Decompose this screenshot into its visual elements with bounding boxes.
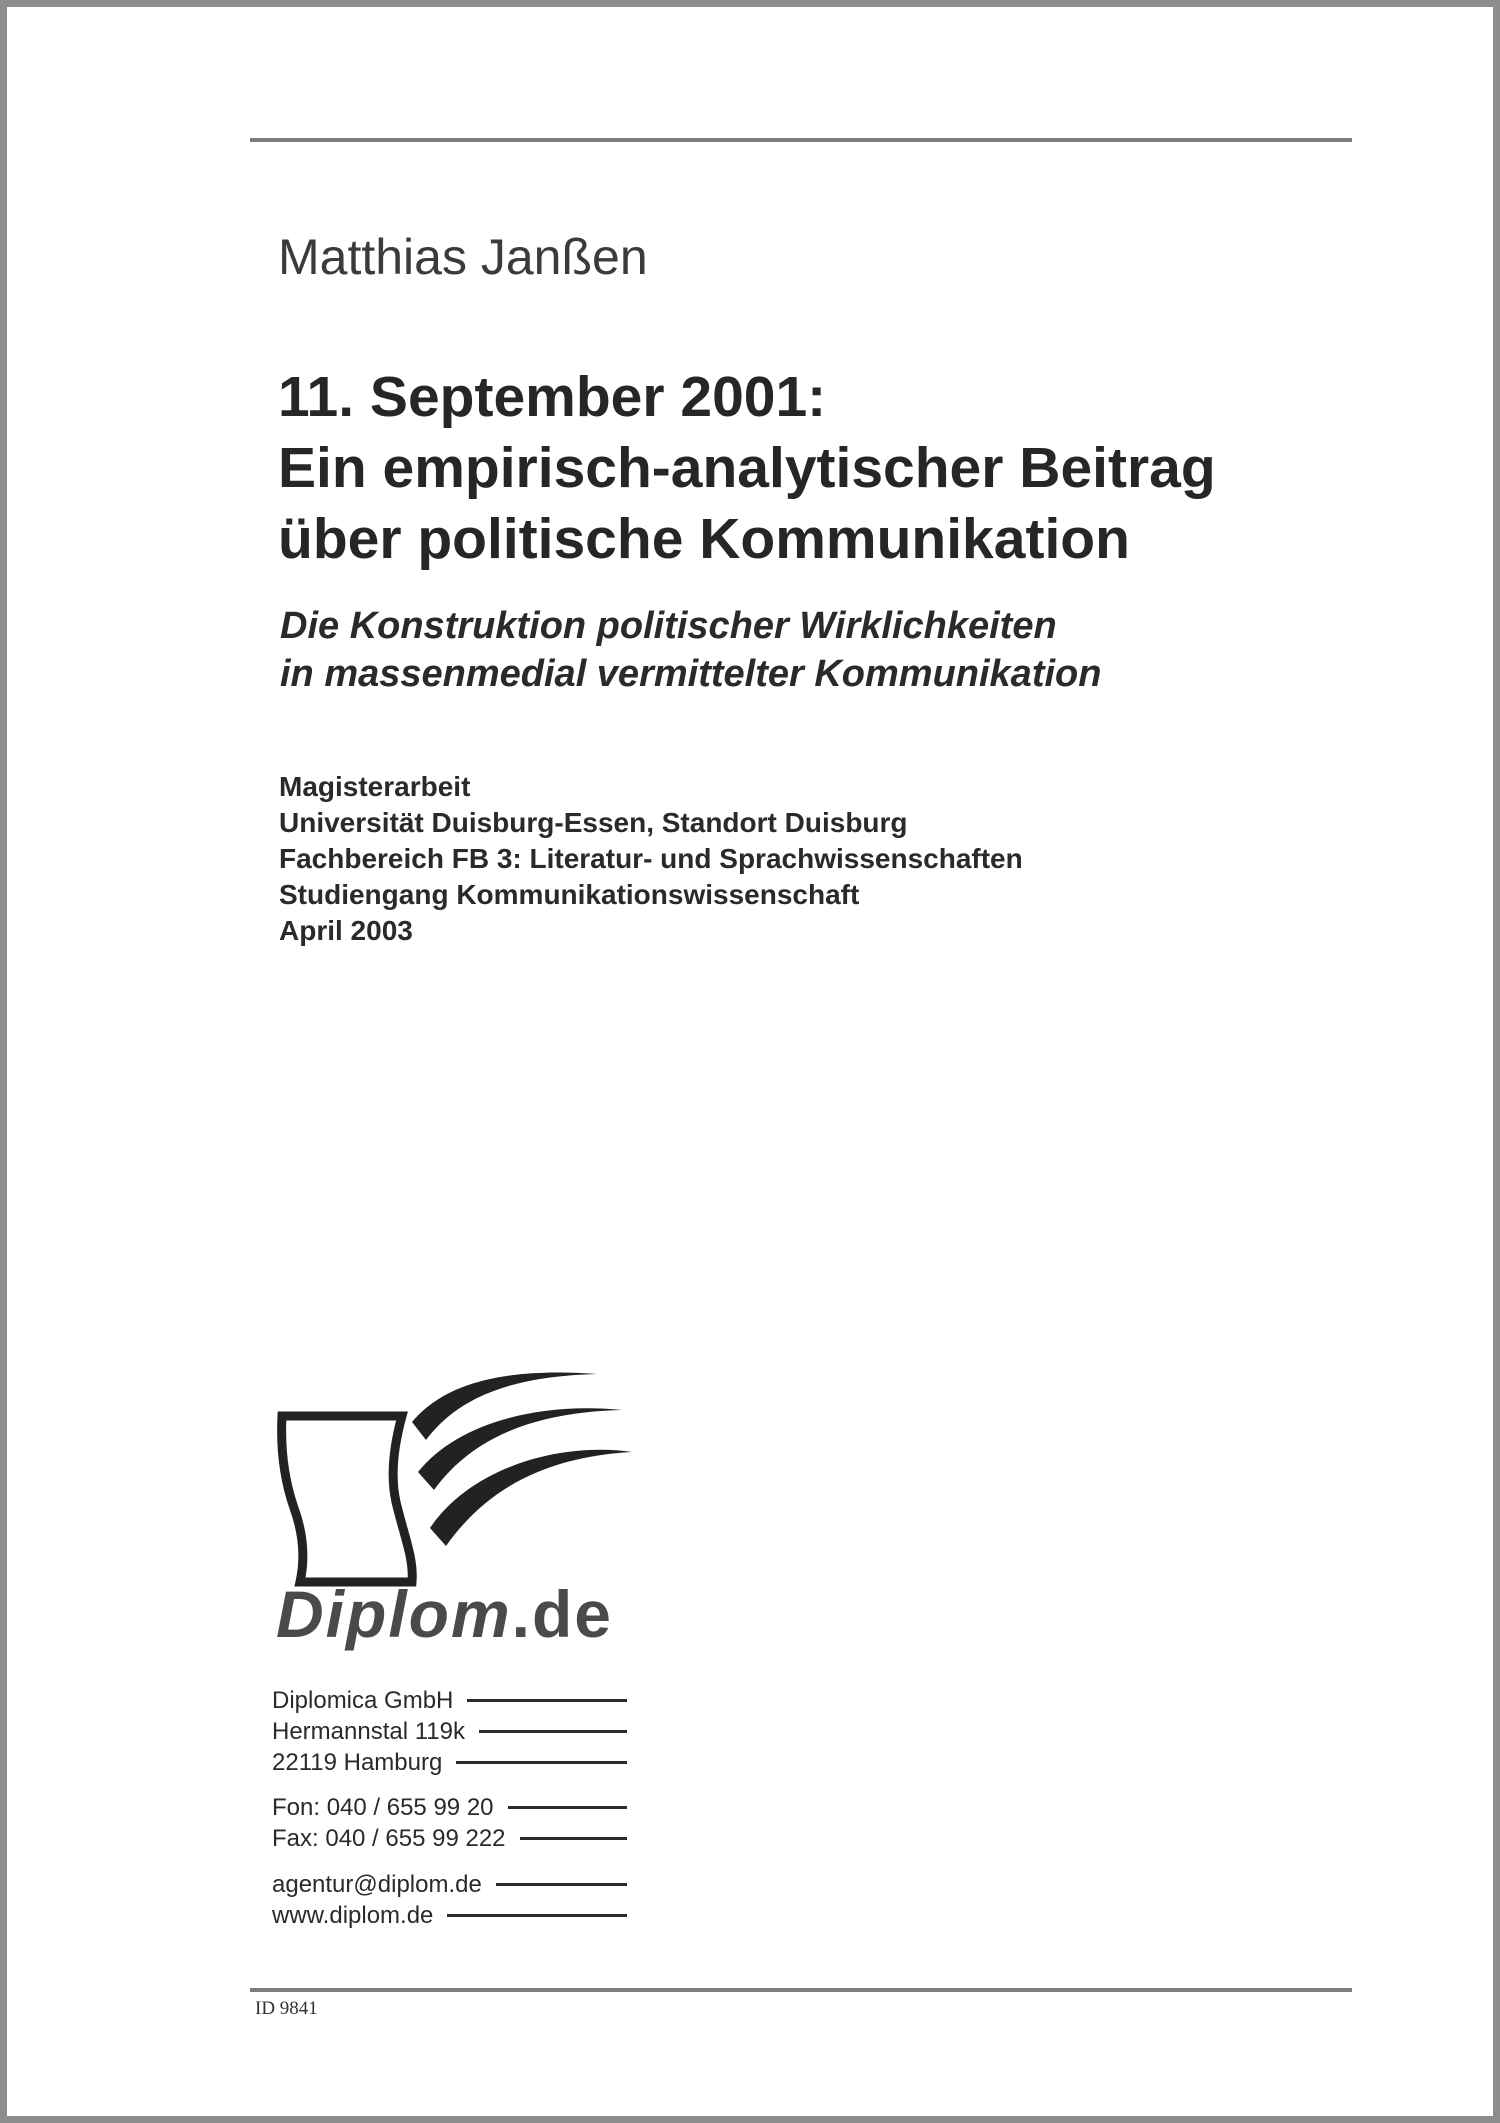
city-address: 22119 Hamburg — [272, 1748, 443, 1776]
company-name: Diplomica GmbH — [272, 1686, 454, 1714]
contact-line — [272, 1900, 627, 1931]
id-code: ID 9841 — [255, 1998, 318, 2019]
dash-line — [496, 1883, 627, 1886]
university: Universität Duisburg-Essen, Standort Duisburg — [279, 807, 908, 838]
thesis-type: Magisterarbeit — [279, 771, 471, 802]
top-rule — [250, 138, 1352, 142]
publisher-address — [272, 1685, 627, 1778]
thesis-date: April 2003 — [279, 915, 413, 946]
wordmark-tld: .de — [511, 1577, 614, 1651]
book-title — [278, 362, 1216, 575]
dash-line — [520, 1837, 627, 1840]
street-address: Hermannstal 119k — [272, 1717, 465, 1745]
email-address: agentur@diplom.de — [272, 1870, 482, 1898]
publisher-phone — [272, 1792, 627, 1854]
author-name: Matthias Janßen — [278, 229, 648, 285]
diplom-wordmark — [276, 1576, 613, 1652]
dash-line — [479, 1730, 627, 1733]
dash-line — [467, 1699, 627, 1702]
wordmark-brand: Diplom — [276, 1577, 512, 1651]
contact-line — [272, 1747, 627, 1778]
book-subtitle — [280, 602, 1101, 698]
thesis-info — [279, 769, 1023, 949]
website-url: www.diplom.de — [272, 1901, 434, 1929]
subtitle-line: in massenmedial vermittelter Kommunikation — [280, 653, 1102, 695]
diplom-logo-icon — [272, 1350, 642, 1610]
contact-line — [272, 1685, 627, 1716]
contact-line — [272, 1792, 627, 1823]
publisher-web — [272, 1869, 627, 1931]
dash-line — [508, 1806, 627, 1809]
study-program: Studiengang Kommunikationswissenschaft — [279, 879, 860, 910]
title-line: Ein empirisch-analytischer Beitrag — [278, 436, 1216, 500]
phone-number: Fon: 040 / 655 99 20 — [272, 1793, 494, 1821]
contact-line — [272, 1869, 627, 1900]
subtitle-line: Die Konstruktion politischer Wirklichkeiten — [280, 605, 1057, 647]
fax-number: Fax: 040 / 655 99 222 — [272, 1824, 506, 1852]
title-line: 11. September 2001: — [278, 365, 827, 429]
department: Fachbereich FB 3: Literatur- und Sprachwissenschaften — [279, 843, 1023, 874]
dash-line — [447, 1914, 627, 1917]
contact-line — [272, 1823, 627, 1854]
dash-line — [456, 1761, 627, 1764]
bottom-rule — [250, 1988, 1352, 1992]
contact-line — [272, 1716, 627, 1747]
title-line: über politische Kommunikation — [278, 507, 1130, 571]
